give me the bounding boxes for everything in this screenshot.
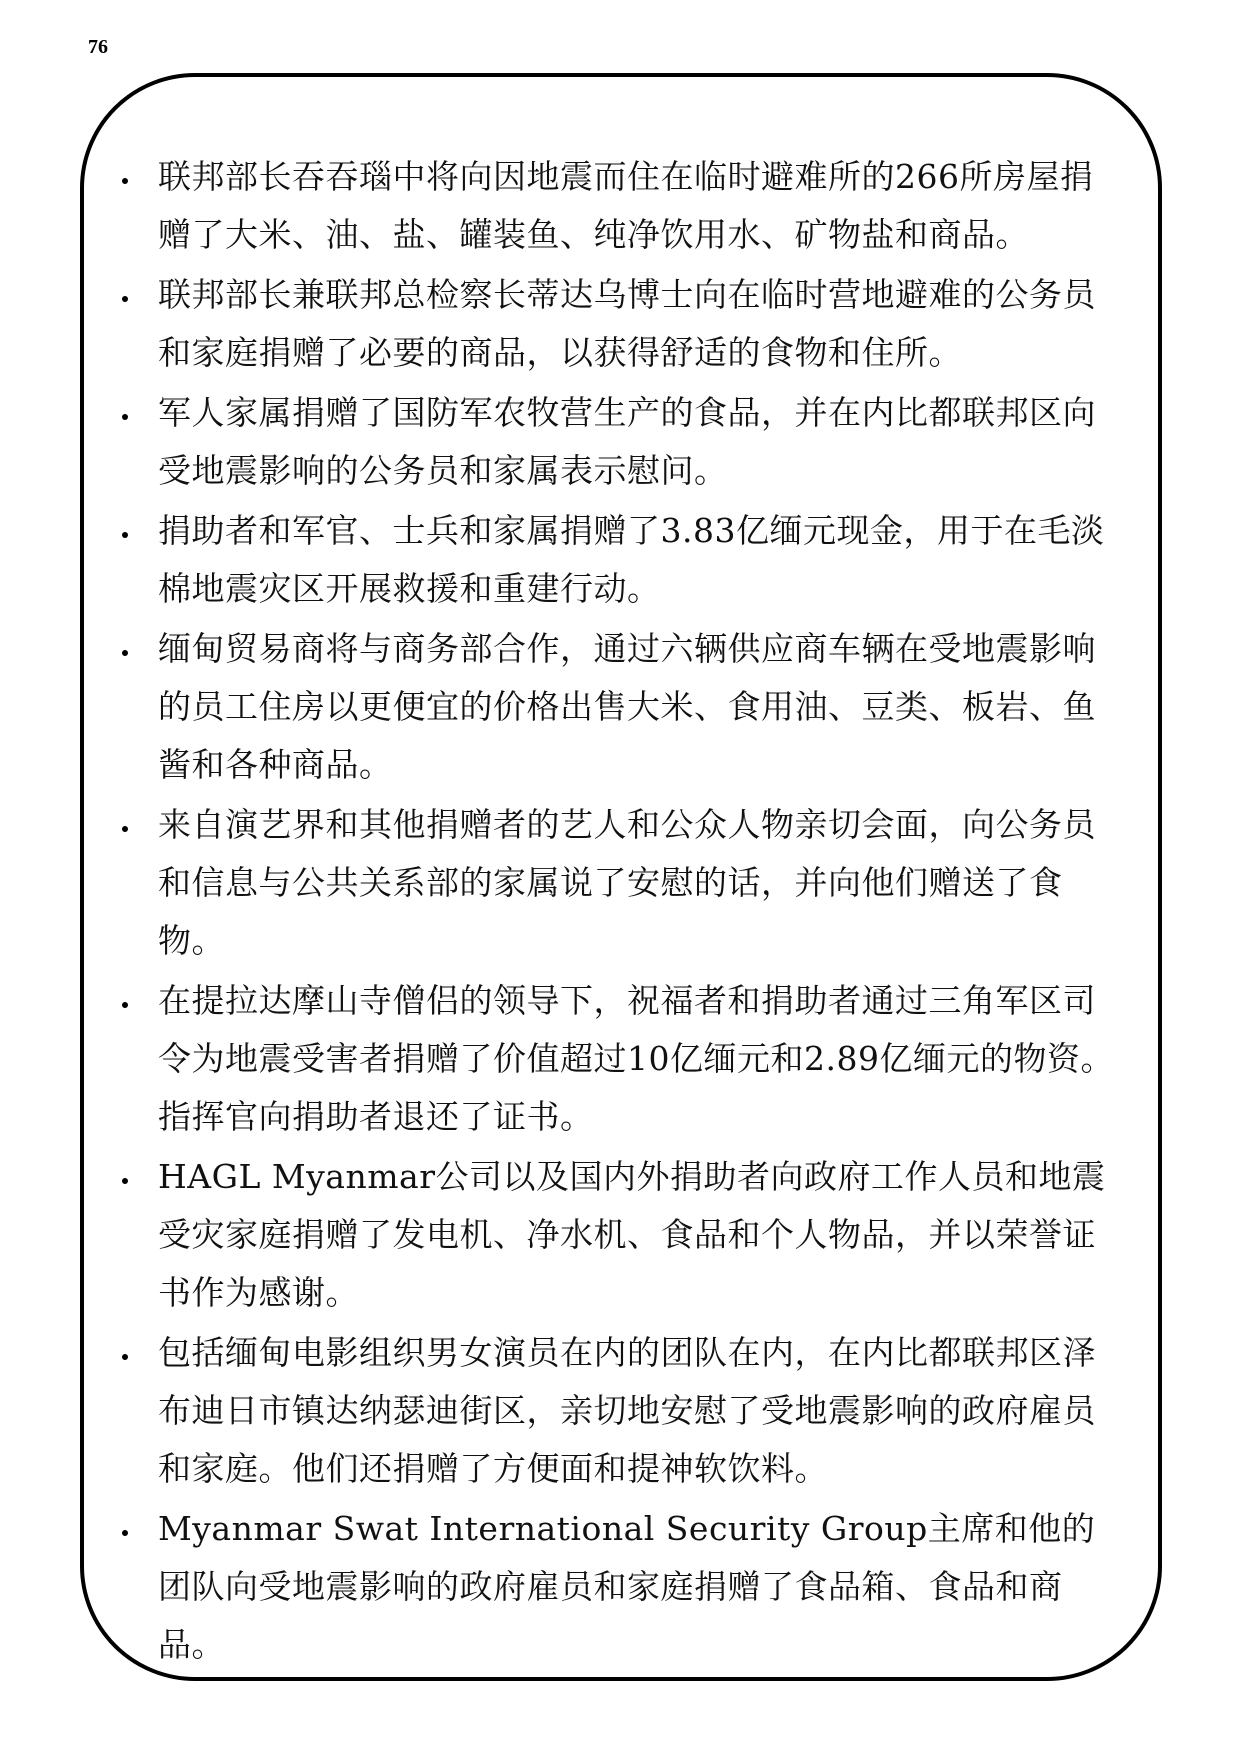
- list-item-text: HAGL Myanmar公司以及国内外捐助者向政府工作人员和地震受灾家庭捐赠了发电机、净水机、食品和个人物品，并以荣誉证书作为感谢。: [158, 1157, 1106, 1312]
- bullet-dot-icon: [122, 532, 128, 538]
- bullet-dot-icon: [122, 1530, 128, 1536]
- bullet-dot-icon: [122, 178, 128, 184]
- list-item-text: 军人家属捐赠了国防军农牧营生产的食品，并在内比都联邦区向受地震影响的公务员和家属表示慰问。: [158, 393, 1096, 490]
- bullet-dot-icon: [122, 826, 128, 832]
- list-item: [120, 384, 1125, 500]
- list-item-text: 捐助者和军官、士兵和家属捐赠了3.83亿缅元现金，用于在毛淡棉地震灾区开展救援和重建行动。: [158, 511, 1105, 608]
- bullet-dot-icon: [122, 296, 128, 302]
- bullet-list: [120, 148, 1125, 1676]
- list-item: [120, 1148, 1125, 1322]
- list-item: [120, 1500, 1125, 1674]
- bullet-dot-icon: [122, 1178, 128, 1184]
- list-item: [120, 620, 1125, 794]
- list-item-text: 在提拉达摩山寺僧侣的领导下，祝福者和捐助者通过三角军区司令为地震受害者捐赠了价值超过10亿缅元和2.89亿缅元的物资。指挥官向捐助者退还了证书。: [158, 981, 1114, 1136]
- list-item-text: 包括缅甸电影组织男女演员在内的团队在内，在内比都联邦区泽布迪日市镇达纳瑟迪街区，亲切地安慰了受地震影响的政府雇员和家庭。他们还捐赠了方便面和提神软饮料。: [158, 1333, 1096, 1488]
- bullet-dot-icon: [122, 1354, 128, 1360]
- list-item: [120, 502, 1125, 618]
- list-item: [120, 266, 1125, 382]
- bullet-dot-icon: [122, 414, 128, 420]
- list-item-text: 联邦部长吞吞瑙中将向因地震而住在临时避难所的266所房屋捐赠了大米、油、盐、罐装鱼、纯净饮用水、矿物盐和商品。: [158, 157, 1094, 254]
- list-item: [120, 1324, 1125, 1498]
- list-item-text: 缅甸贸易商将与商务部合作，通过六辆供应商车辆在受地震影响的员工住房以更便宜的价格出售大米、食用油、豆类、板岩、鱼酱和各种商品。: [158, 629, 1096, 784]
- page-number: 76: [88, 36, 108, 58]
- list-item-text: 来自演艺界和其他捐赠者的艺人和公众人物亲切会面，向公务员和信息与公共关系部的家属说了安慰的话，并向他们赠送了食物。: [158, 805, 1096, 960]
- list-item: [120, 972, 1125, 1146]
- bullet-dot-icon: [122, 1002, 128, 1008]
- list-item-text: Myanmar Swat International Security Group主席和他的团队向受地震影响的政府雇员和家庭捐赠了食品箱、食品和商品。: [158, 1509, 1096, 1664]
- list-item: [120, 148, 1125, 264]
- bullet-dot-icon: [122, 650, 128, 656]
- list-item-text: 联邦部长兼联邦总检察长蒂达乌博士向在临时营地避难的公务员和家庭捐赠了必要的商品，以获得舒适的食物和住所。: [158, 275, 1096, 372]
- list-item: [120, 796, 1125, 970]
